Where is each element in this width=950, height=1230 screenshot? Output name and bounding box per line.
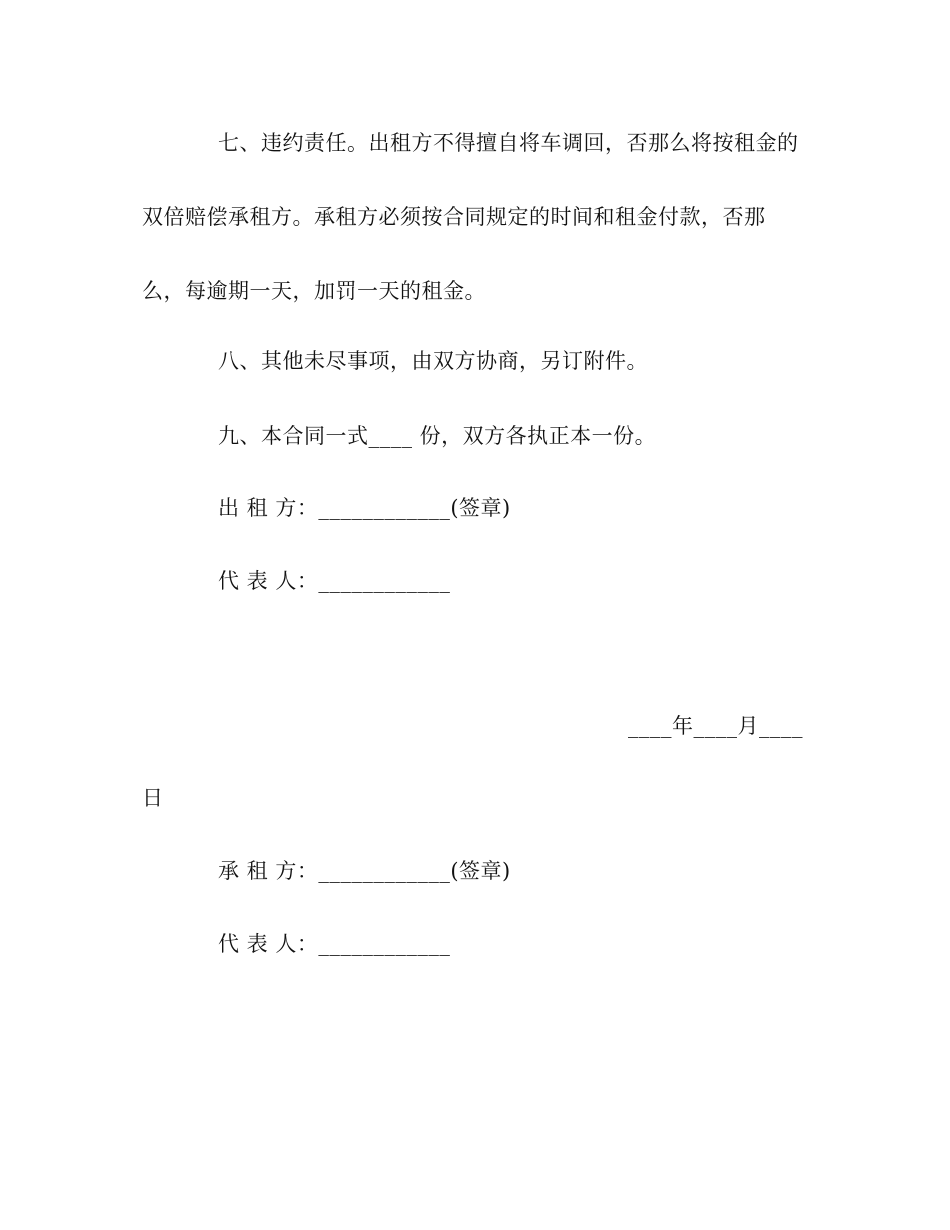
clause-7-line-3: 么，每逾期一天，加罚一天的租金。	[142, 279, 486, 303]
lessor-signature-line: 出 租 方：____________(签章)	[218, 496, 511, 520]
clause-7-line-2: 双倍赔偿承租方。承租方必须按合同规定的时间和租金付款，否那	[142, 205, 766, 229]
date-line: ____年____月____	[628, 714, 803, 738]
lessee-representative-line: 代 表 人：____________	[218, 932, 451, 956]
clause-9: 九、本合同一式____ 份，双方各执正本一份。	[218, 424, 657, 448]
clause-7-line-1: 七、违约责任。出租方不得擅自将车调回，否那么将按租金的	[218, 131, 799, 155]
lessee-signature-line: 承 租 方：____________(签章)	[218, 859, 511, 883]
date-day-char: 日	[142, 786, 164, 810]
clause-8: 八、其他未尽事项，由双方协商，另订附件。	[218, 349, 648, 373]
lessor-representative-line: 代 表 人：____________	[218, 569, 451, 593]
